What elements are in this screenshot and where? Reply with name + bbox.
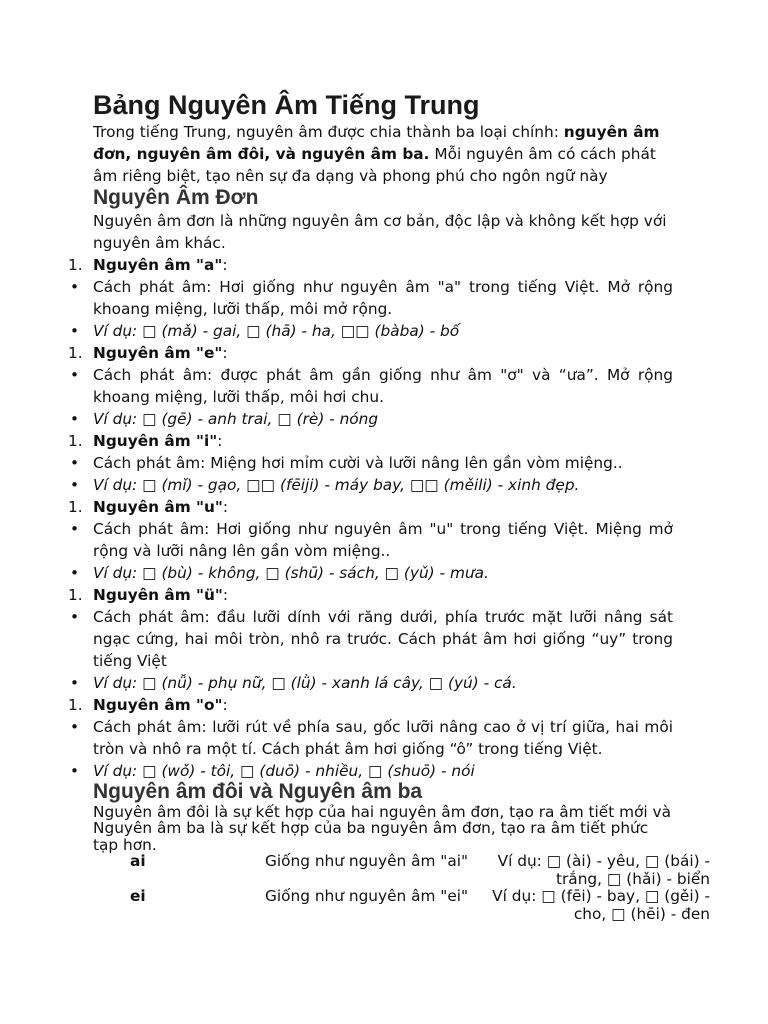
example-bullet <box>70 408 673 430</box>
bullet: • <box>70 278 80 296</box>
bullet: • <box>70 564 80 582</box>
pronunciation-text: Cách phát âm: Hơi giống như nguyên âm "a" trong tiếng Việt. Mở rộng khoang miệng, lưỡi thấp, môi mở rộng. <box>93 278 673 318</box>
example-cell: Ví dụ: □ (ài) - yêu, □ (bái) - trắng, □ (hǎi) - biển <box>497 852 710 888</box>
example-bullet <box>70 320 673 342</box>
bullet: • <box>70 718 80 736</box>
pronunciation-text: Cách phát âm: Miệng hơi mỉm cười và lưỡi nâng lên gần vòm miệng.. <box>93 454 623 472</box>
bullet: • <box>70 608 80 626</box>
example-bullet <box>70 474 673 496</box>
vowel-cell: ai <box>130 852 146 871</box>
list-number: 1. <box>68 696 83 714</box>
bullet: • <box>70 410 80 428</box>
example-text: Ví dụ: □ (wǒ) - tôi, □ (duō) - nhiều, □ (shuō) - nói <box>93 762 475 780</box>
vowel-table <box>93 853 710 923</box>
vowel-item-e <box>68 342 673 364</box>
pronunciation-text: Cách phát âm: được phát âm gần giống như âm "ơ" và “ưa”. Mở rộng khoang miệng, lưỡi thấp, môi hơi chu. <box>93 366 673 406</box>
bullet: • <box>70 762 80 780</box>
vowel-label: Nguyên âm "u" <box>93 498 223 516</box>
example-cell: Ví dụ: □ (fēi) - bay, □ (gěi) - cho, □ (hēi) - đen <box>492 887 710 923</box>
example-text: Ví dụ: □ (bù) - không, □ (shū) - sách, □ (yǔ) - mưa. <box>93 564 489 582</box>
example-text: Ví dụ: □ (mǐ) - gạo, □□ (fēiji) - máy bay, □□ (měili) - xinh đẹp. <box>93 476 580 494</box>
example-text: Ví dụ: □ (nǚ) - phụ nữ, □ (lǜ) - xanh lá cây, □ (yú) - cá. <box>93 674 517 692</box>
vowel-item-u <box>68 496 673 518</box>
section-description: Nguyên âm đôi là sự kết hợp của hai nguyên âm đơn, tạo ra âm tiết mới và Nguyên âm ba là sự kết hợp của ba nguyên âm đơn, tạo ra âm tiết phức tạp hơn. <box>93 802 671 854</box>
intro-paragraph <box>93 121 673 187</box>
section-description: Nguyên âm đơn là những nguyên âm cơ bản, độc lập và không kết hợp với nguyên âm khác. <box>93 212 667 252</box>
pronunciation-text: Cách phát âm: đầu lưỡi dính với răng dưới, phía trước mặt lưỡi nâng sát ngạc cứng, hai môi tròn, nhô ra trước. Cách phát âm hơi giống “uy” trong tiếng Việt <box>93 608 673 670</box>
label-colon: : <box>222 696 228 714</box>
vowel-item-a <box>68 254 673 276</box>
vowel-item-u-umlaut <box>68 584 673 606</box>
vowel-cell: ei <box>130 887 146 906</box>
vowel-label: Nguyên âm "ü" <box>93 586 223 604</box>
vowel-label: Nguyên âm "o" <box>93 696 223 714</box>
pronunciation-text: Cách phát âm: Hơi giống như nguyên âm "u" trong tiếng Việt. Miệng mở rộng và lưỡi nâng lên gần vòm miệng.. <box>93 520 673 560</box>
bullet: • <box>70 366 80 384</box>
bullet: • <box>70 520 80 538</box>
table-row <box>130 888 710 923</box>
pronunciation-bullet <box>70 716 673 760</box>
bullet: • <box>70 454 80 472</box>
list-number: 1. <box>68 432 83 450</box>
example-bullet <box>70 562 673 584</box>
pronunciation-bullet <box>70 518 673 562</box>
list-number: 1. <box>68 256 83 274</box>
vowel-label: Nguyên âm "e" <box>93 344 223 362</box>
table-row <box>130 853 710 888</box>
intro-text-end: Mỗi nguyên âm có cách phát âm riêng biệt, tạo nên sự đa dạng và phong phú cho ngôn ngữ này <box>93 145 656 185</box>
vowel-label: Nguyên âm "a" <box>93 256 223 274</box>
label-colon: : <box>222 344 228 362</box>
vowel-item-i <box>68 430 673 452</box>
pronunciation-text: Cách phát âm: lưỡi rút về phía sau, gốc lưỡi nâng cao ở vị trí giữa, hai môi tròn và nhô ra một tí. Cách phát âm hơi giống “ô” trong tiếng Việt. <box>93 718 673 758</box>
example-text: Ví dụ: □ (gē) - anh trai, □ (rè) - nóng <box>93 410 379 428</box>
list-number: 1. <box>68 586 83 604</box>
pronunciation-bullet <box>70 276 673 320</box>
section-heading-single-vowels: Nguyên Âm Đơn <box>93 186 259 209</box>
vowel-item-o <box>68 694 673 716</box>
label-colon: : <box>222 256 228 274</box>
bullet: • <box>70 322 80 340</box>
section-heading-compound-vowels: Nguyên âm đôi và Nguyên âm ba <box>93 780 423 803</box>
example-bullet <box>70 760 673 782</box>
label-colon: : <box>222 498 229 516</box>
intro-bold-text: nguyên âm đơn, nguyên âm đôi, và nguyên âm ba. <box>93 123 660 163</box>
description-cell: Giống như nguyên âm "ei" <box>265 887 469 906</box>
description-cell: Giống như nguyên âm "ai" <box>265 852 469 871</box>
document-page <box>68 0 710 923</box>
intro-text: Trong tiếng Trung, nguyên âm được chia thành ba loại chính: <box>93 123 564 141</box>
list-number: 1. <box>68 344 83 362</box>
list-number: 1. <box>68 498 83 516</box>
pronunciation-bullet <box>70 606 673 672</box>
bullet: • <box>70 674 80 692</box>
pronunciation-bullet <box>70 364 673 408</box>
example-bullet <box>70 672 673 694</box>
label-colon: : <box>222 586 229 604</box>
pronunciation-bullet <box>70 452 673 474</box>
document-title: Bảng Nguyên Âm Tiếng Trung <box>93 90 480 120</box>
bullet: • <box>70 476 80 494</box>
vowel-label: Nguyên âm "i" <box>93 432 218 450</box>
example-text: Ví dụ: □ (mǎ) - gai, □ (hā) - ha, □□ (bàba) - bố <box>93 322 460 340</box>
label-colon: : <box>217 432 223 450</box>
